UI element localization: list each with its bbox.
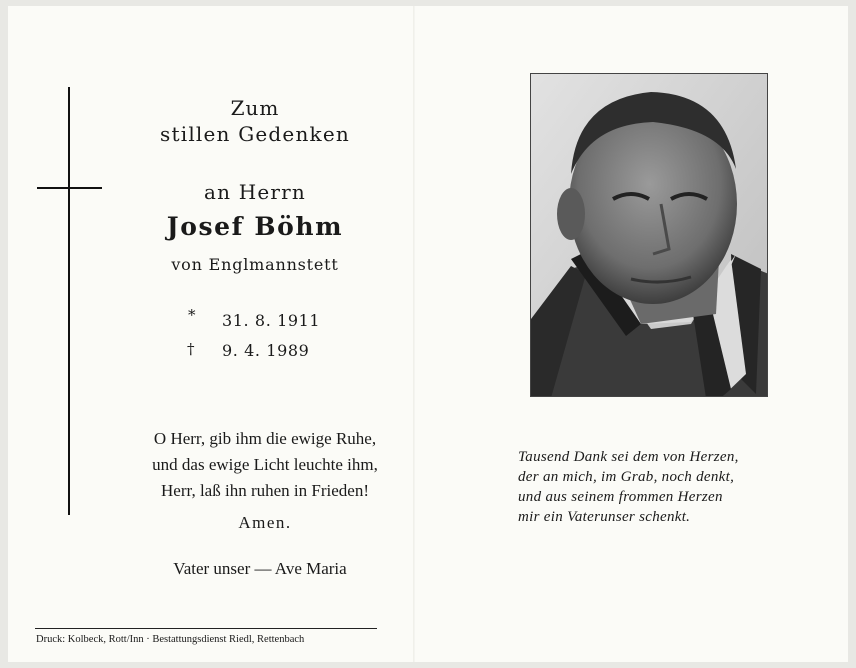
heading-zum: Zum	[230, 96, 280, 120]
cross-icon-vertical	[68, 87, 70, 515]
prayer-line-2: und das ewige Licht leuchte ihm,	[152, 455, 378, 474]
prayer-line-1: O Herr, gib ihm die ewige Ruhe,	[153, 429, 377, 448]
birth-date: 31. 8. 1911	[222, 311, 321, 330]
thanks-line-3: und aus seinem frommen Herzen	[518, 489, 723, 505]
death-cross-icon: †	[187, 340, 195, 358]
thanks-line-2: der an mich, im Grab, noch denkt,	[518, 469, 735, 485]
card-fold	[413, 6, 415, 662]
printer-credit: Druck: Kolbeck, Rott/Inn · Bestattungsdienst Riedl, Rettenbach	[36, 634, 305, 645]
thanks-verse	[518, 447, 739, 527]
thanks-line-1: Tausend Dank sei dem von Herzen,	[518, 449, 739, 465]
heading-an-herrn: an Herrn	[203, 180, 307, 204]
deceased-name: Josef Böhm	[166, 212, 344, 241]
birth-star-icon: *	[188, 306, 196, 324]
prayer-line-3: Herr, laß ihn ruhen in Frieden!	[161, 481, 369, 500]
cross-icon-horizontal	[37, 187, 102, 189]
deceased-origin: von Englmannstett	[171, 255, 339, 274]
portrait-icon	[531, 74, 768, 397]
prayer-closing: Vater unser — Ave Maria	[173, 559, 347, 578]
heading-gedenken: stillen Gedenken	[160, 122, 350, 146]
footer-rule	[35, 628, 377, 629]
portrait-photo	[530, 73, 768, 397]
thanks-line-4: mir ein Vaterunser schenkt.	[518, 509, 691, 525]
prayer-amen: Amen.	[238, 513, 292, 532]
death-date: 9. 4. 1989	[222, 341, 310, 360]
